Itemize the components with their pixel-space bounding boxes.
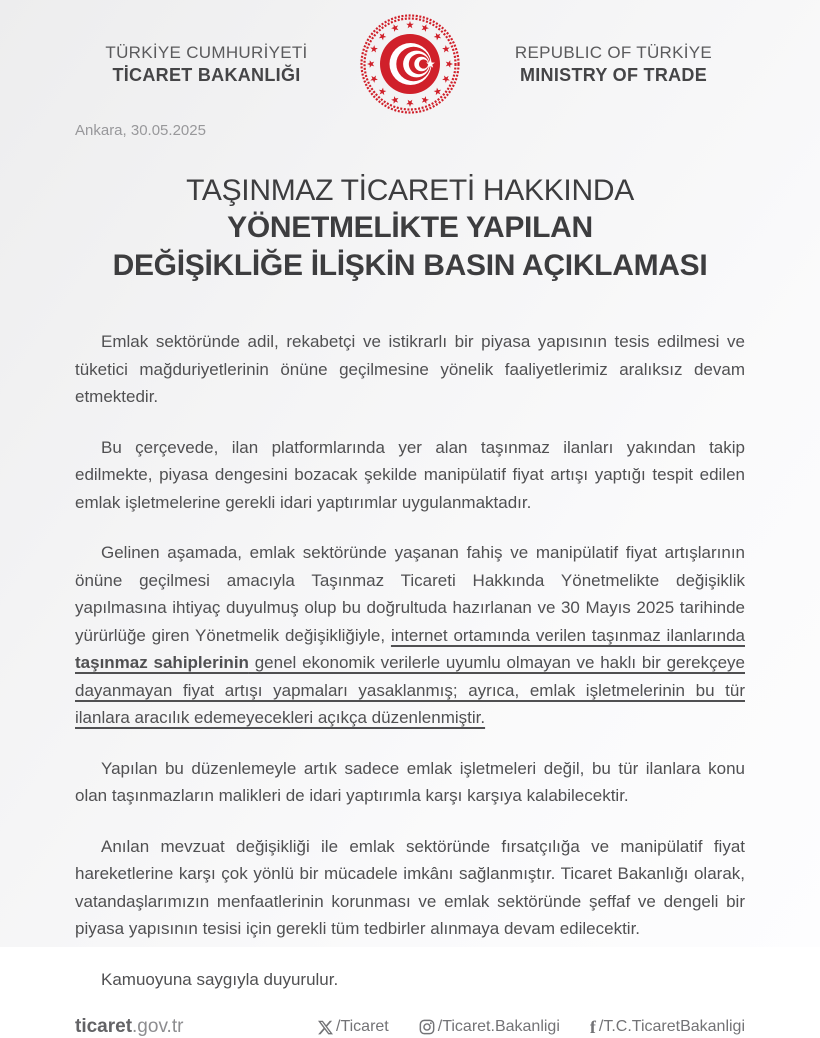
dateline: Ankara, 30.05.2025 [75, 122, 206, 139]
x-icon [318, 1020, 333, 1035]
org-line-tr-2: TİCARET BAKANLIĞI [112, 64, 301, 85]
instagram-handle: /Ticaret.Bakanligi [437, 1018, 560, 1035]
org-line-en-2: MINISTRY OF TRADE [519, 64, 708, 85]
p3-normal-text: Gelinen aşamada, emlak sektöründe yaşanan fahiş ve manipülatif fiyat artışlarının önüne geçilmesi amacıyla Taşınmaz Ticareti Hakkında Yönetmelikte değişiklik yapılmasına ihtiyaç duyulmuş olup bu doğrultuda hazırlanan ve 30 Mayıs 2025 tarihinde yürürlüğe giren Yönetmelik değişikliğiyle, [75, 543, 745, 645]
instagram-social-link[interactable] [419, 1018, 560, 1036]
p3-bold-underlined-text: taşınmaz sahiplerinin [75, 653, 249, 672]
facebook-handle: /T.C.TicaretBakanligi [598, 1018, 745, 1035]
website-rest-part: .gov.tr [132, 1016, 184, 1037]
website-bold-part: ticaret [75, 1016, 133, 1037]
org-line-en-1: REPUBLIC OF TÜRKİYE [514, 42, 713, 62]
p3-underlined-text-1: internet ortamında verilen taşınmaz ilanlarında [390, 625, 745, 645]
facebook-icon: f [589, 1016, 596, 1037]
body-paragraph-3 [75, 539, 745, 732]
ministry-of-trade-emblem-icon [350, 12, 470, 116]
body-paragraph-1: Emlak sektöründe adil, rekabetçi ve istikrarlı bir piyasa yapısının tesis edilmesi ve tüketici mağduriyetlerinin önüne geçilmesine yönelik faaliyetlerimiz aralıksız devam etmektedir. [75, 332, 745, 406]
x-social-link[interactable] [318, 1018, 389, 1036]
ministry-name-turkish [75, 43, 350, 86]
press-release-body [75, 328, 745, 1016]
org-line-tr-1: TÜRKİYE CUMHURİYETİ [105, 42, 308, 62]
ministry-name-english [470, 43, 745, 86]
body-paragraph-5: Anılan mevzuat değişikliği ile emlak sektöründe fırsatçılığa ve manipülatif fiyat hareketlerine karşı çok yönlü bir mücadele imkânı sağlanmıştır. Ticaret Bakanlığı olarak, vatandaşlarımızın menfaatlerinin korunması ve emlak sektöründe şeffaf ve dengeli bir piyasa yapısının tesisi için gerekli tüm tedbirler alınmaya devam edilecektir. [75, 836, 745, 938]
p3-underlined-text-2: genel ekonomik verilerle uyumlu olmayan ve haklı bir gerekçeye dayanmayan fiyat artışı yapmaları yasaklanmış; ayrıca, emlak işletmelerinin bu tür ilanlara aracılık edemeyecekleri açıkça düzenlenmiştir. [75, 653, 745, 727]
x-handle: /Ticaret [336, 1018, 389, 1035]
instagram-icon [419, 1019, 435, 1035]
facebook-social-link[interactable] [590, 1017, 745, 1038]
header [75, 12, 745, 116]
title-line-2: YÖNETMELİKTE YAPILAN [227, 211, 593, 244]
title-line-1: TAŞINMAZ TİCARETİ HAKKINDA [186, 174, 634, 207]
press-release-title [75, 172, 745, 285]
website-link[interactable] [75, 1016, 183, 1038]
body-paragraph-2: Bu çerçevede, ilan platformlarında yer alan taşınmaz ilanları yakından takip edilmekte, piyasa dengesini bozacak şekilde manipülatif fiyat artışı yaptığı tespit edilen emlak işletmelerine gerekli idari yaptırımlar uygulanmaktadır. [75, 437, 745, 512]
title-line-3: DEĞİŞİKLİĞE İLİŞKİN BASIN AÇIKLAMASI [112, 249, 708, 282]
footer [75, 1016, 745, 1038]
social-links [318, 1017, 745, 1038]
body-paragraph-4: Yapılan bu düzenlemeyle artık sadece emlak işletmeleri değil, bu tür ilanlara konu olan taşınmazların malikleri de idari yaptırımla karşı karşıya kalabilecektir. [75, 758, 745, 805]
body-paragraph-6: Kamuoyuna saygıyla duyurulur. [101, 969, 339, 989]
